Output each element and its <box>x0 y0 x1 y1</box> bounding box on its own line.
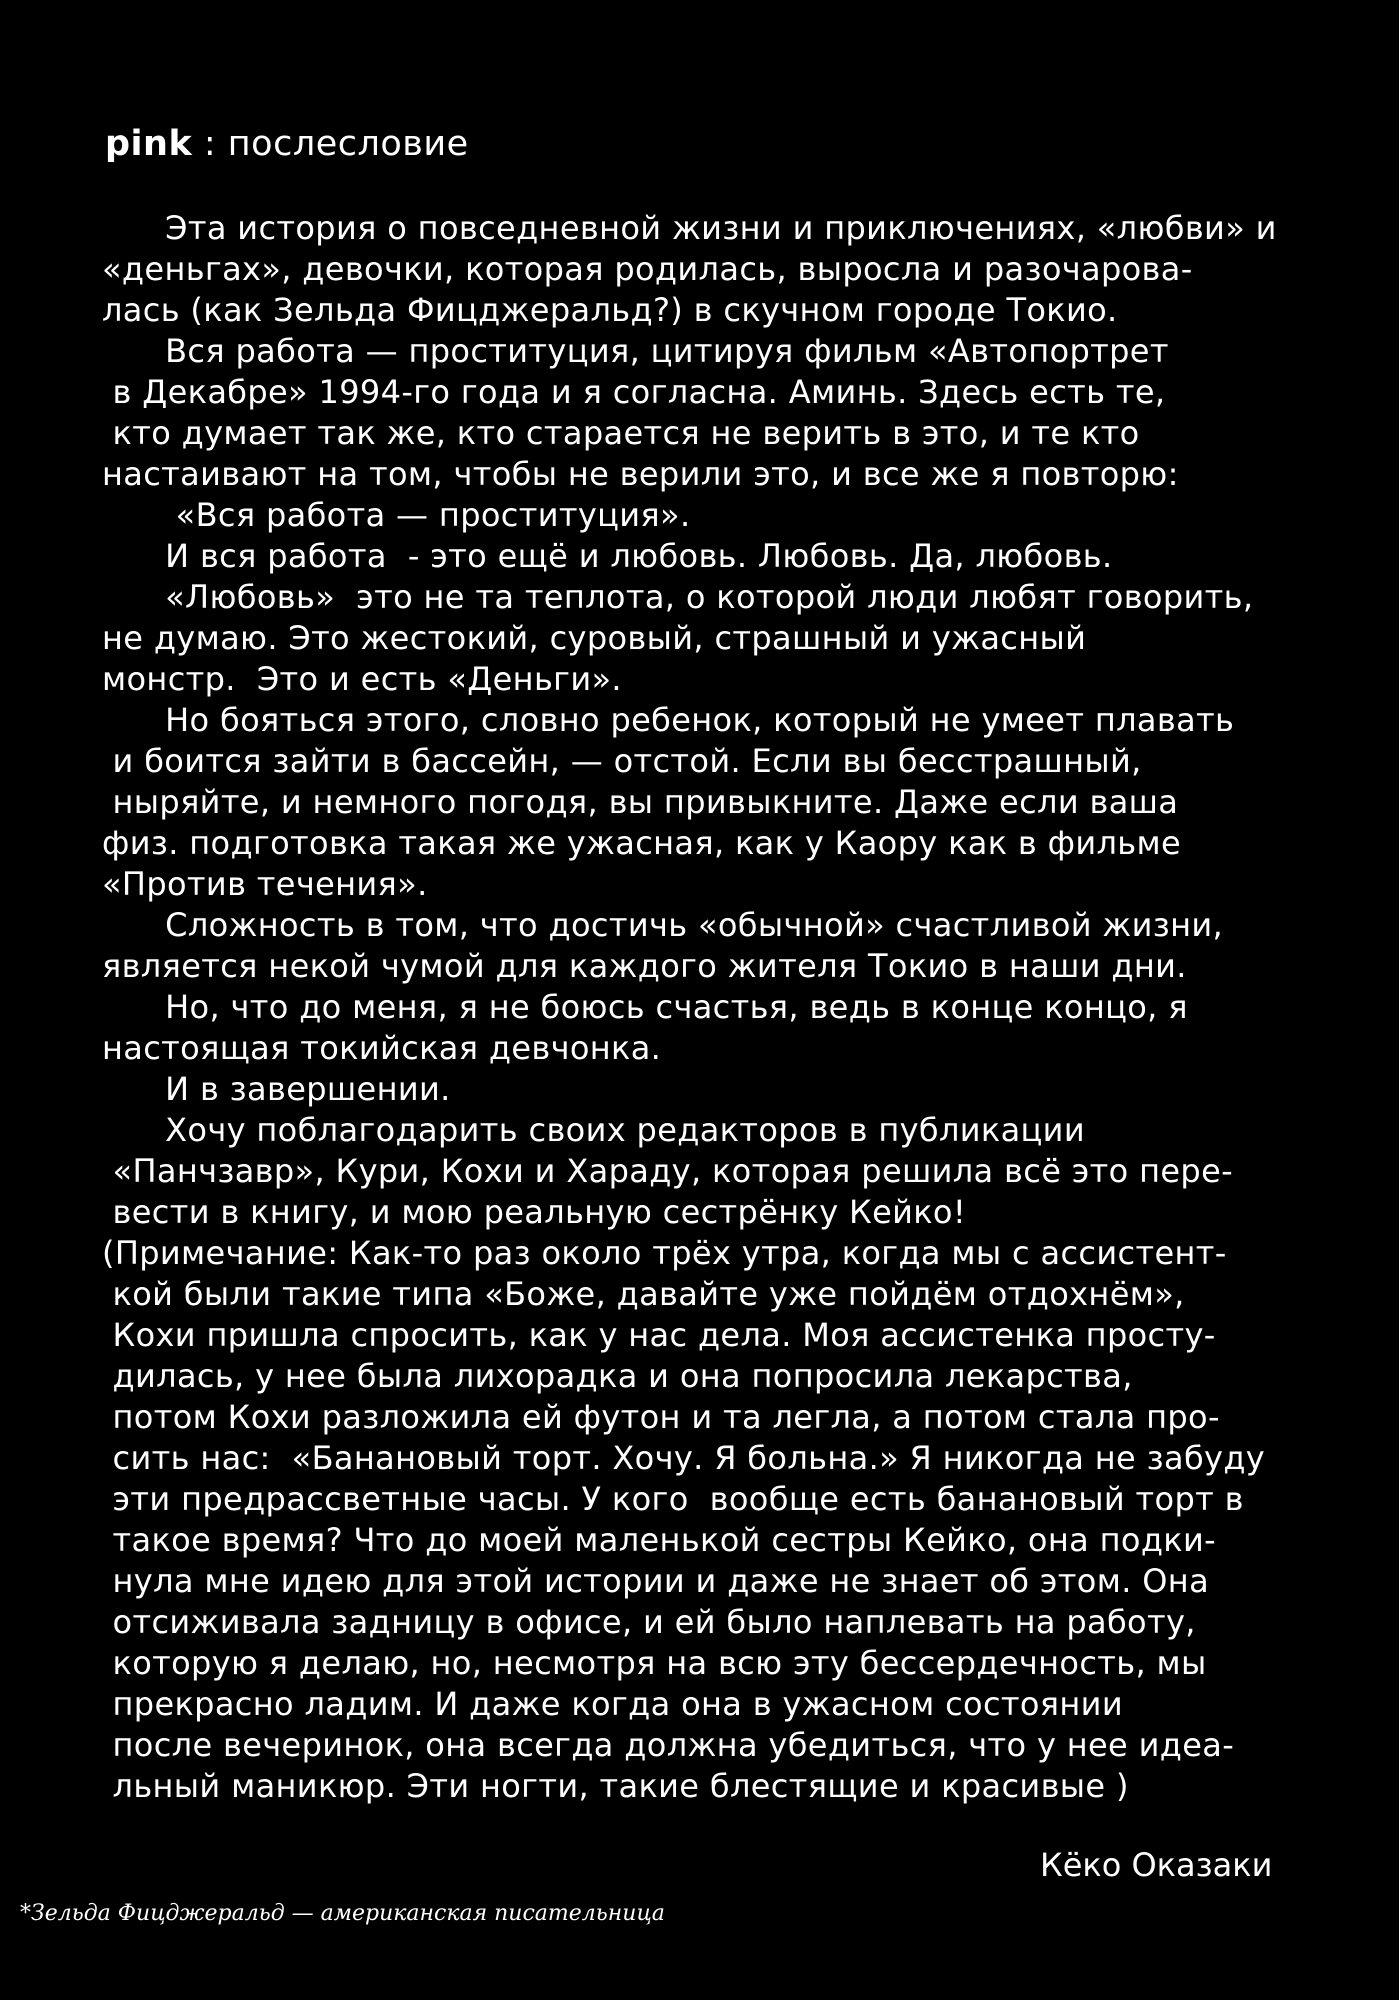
text-line: является некой чумой для каждого жителя Токио в наши дни. <box>102 947 1187 985</box>
text-line: не думаю. Это жестокий, суровый, страшный и ужасный <box>102 619 1087 657</box>
text-line: Кохи пришла спросить, как у нас дела. Моя ассистенка просту- <box>102 1316 1216 1354</box>
text-line: нула мне идею для этой истории и даже не знает об этом. Она <box>102 1562 1210 1600</box>
text-line: Но бояться этого, словно ребенок, который не умеет плавать <box>102 701 1235 739</box>
text-line: после вечеринок, она всегда должна убедиться, что у нее идеа- <box>102 1726 1235 1764</box>
text-line: «Вся работа — проституция». <box>102 496 691 534</box>
text-line: Но, что до меня, я не боюсь счастья, ведь в конце концо, я <box>102 988 1188 1026</box>
text-line: монстр. Это и есть «Деньги». <box>102 660 622 698</box>
text-line: (Примечание: Как-то раз около трёх утра, когда мы с ассистент- <box>102 1234 1227 1272</box>
text-line: настаивают на том, чтобы не верили это, и все же я повторю: <box>102 455 1179 493</box>
text-line: И в завершении. <box>102 1070 451 1108</box>
text-line: «Любовь» это не та теплота, о которой люди любят говорить, <box>102 578 1254 616</box>
text-line: кто думает так же, кто старается не верить в это, и те кто <box>102 414 1140 452</box>
title-rest: : послесловие <box>192 124 469 164</box>
text-line: лась (как Зельда Фицджеральд?) в скучном городе Токио. <box>102 291 1118 329</box>
text-line: «Против течения». <box>102 865 428 903</box>
title-prefix: pink <box>105 124 193 164</box>
text-line: Сложность в том, что достичь «обычной» счастливой жизни, <box>102 906 1224 944</box>
text-line: потом Кохи разложила ей футон и та легла, а потом стала про- <box>102 1398 1220 1436</box>
text-line: ныряйте, и немного погодя, вы привыкните. Даже если ваша <box>102 783 1179 821</box>
text-line: вести в книгу, и мою реальную сестрёнку Кейко! <box>102 1193 967 1231</box>
text-line: «деньгах», девочки, которая родилась, выросла и разочарова- <box>102 250 1193 288</box>
text-line: Хочу поблагодарить своих редакторов в публикации <box>102 1111 1085 1149</box>
afterword-text <box>102 208 1302 1807</box>
text-line: И вся работа - это ещё и любовь. Любовь. Да, любовь. <box>102 537 1113 575</box>
text-line: Вся работа — проституция, цитируя фильм «Автопортрет <box>102 332 1169 370</box>
text-line: эти предрассветные часы. У кого вообще есть банановый торт в <box>102 1480 1244 1518</box>
author-signature: Кёко Оказаки <box>1040 1846 1273 1884</box>
text-line: прекрасно ладим. И даже когда она в ужасном состоянии <box>102 1685 1123 1723</box>
text-line: дилась, у нее была лихорадка и она попросила лекарства, <box>102 1357 1133 1395</box>
text-line: «Панчзавр», Кури, Кохи и Хараду, которая решила всё это пере- <box>102 1152 1234 1190</box>
text-line: такое время? Что до моей маленькой сестры Кейко, она подки- <box>102 1521 1217 1559</box>
text-line: в Декабре» 1994-го года и я согласна. Аминь. Здесь есть те, <box>102 373 1166 411</box>
text-line: отсиживала задницу в офисе, и ей было наплевать на работу, <box>102 1603 1196 1641</box>
text-line: кой были такие типа «Боже, давайте уже пойдём отдохнём», <box>102 1275 1185 1313</box>
text-line: и боится зайти в бассейн, — отстой. Если вы бесстрашный, <box>102 742 1142 780</box>
page-title <box>105 122 469 166</box>
text-line: сить нас: «Банановый торт. Хочу. Я больна.» Я никогда не забуду <box>102 1439 1266 1477</box>
text-line: Эта история о повседневной жизни и приключениях, «любви» и <box>102 209 1277 247</box>
text-line: физ. подготовка такая же ужасная, как у Каору как в фильме <box>102 824 1182 862</box>
footnote: *Зельда Фицджеральд — американская писательница <box>20 1901 665 1926</box>
text-line: настоящая токийская девчонка. <box>102 1029 662 1067</box>
text-line: льный маникюр. Эти ногти, такие блестящие и красивые ) <box>102 1767 1129 1805</box>
text-line: которую я делаю, но, несмотря на всю эту бессердечность, мы <box>102 1644 1207 1682</box>
